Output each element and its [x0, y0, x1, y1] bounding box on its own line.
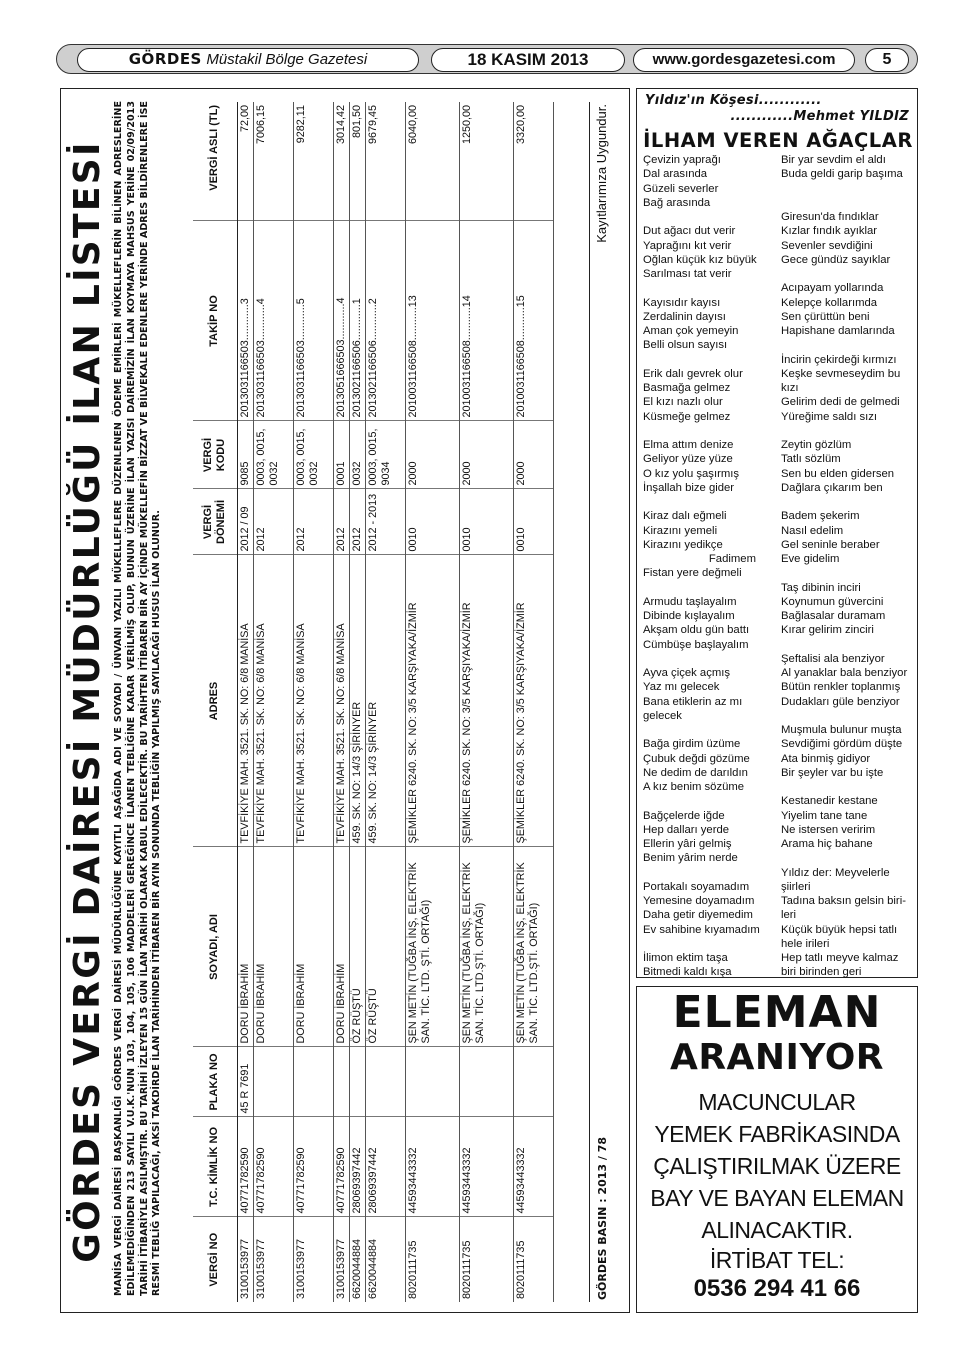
table-cell: 3100153977	[237, 1217, 253, 1302]
table-cell: 6040,00	[405, 102, 459, 221]
table-cell: 0010	[405, 489, 459, 555]
table-cell: 0003, 0015, 9034	[365, 421, 405, 489]
table-cell	[349, 1047, 365, 1117]
table-cell: 40771782590	[253, 1117, 293, 1217]
table-cell: 3100153977	[333, 1217, 349, 1302]
table-cell: 2013051666503............4	[333, 221, 349, 421]
table-cell: 2012	[333, 489, 349, 555]
table-row	[365, 102, 405, 1302]
table-cell: ÖZ RÜŞTÜ	[365, 847, 405, 1047]
table-cell: 0001	[333, 421, 349, 489]
table-cell: 2012	[253, 489, 293, 555]
column-header: ADRES	[193, 555, 237, 847]
tax-notice	[61, 89, 631, 1314]
table-cell: 2000	[513, 421, 553, 489]
table-cell: 1250,00	[459, 102, 513, 221]
poem-title: İLHAM VEREN AĞAÇLAR	[643, 129, 913, 152]
table-cell: 801,50	[349, 102, 365, 221]
column-header: VERGİ ASLI (TL)	[193, 102, 237, 221]
column-header: SOYADI, ADI	[193, 847, 237, 1047]
table-cell: 2012	[293, 489, 333, 555]
table-cell: ŞEMİKLER 6240. SK. NO: 3/5 KARŞIYAKA/İZMİR	[459, 555, 513, 847]
table-cell: 8020111735	[513, 1217, 553, 1302]
table-cell: ŞEN METİN (TUĞBA İNŞ, ELEKTRİK SAN. TİC. LTD.ŞTİ. ORTAĞI)	[459, 847, 513, 1047]
table-body	[237, 102, 553, 1302]
table-cell	[459, 1047, 513, 1117]
table-cell	[513, 1047, 553, 1117]
table-cell: DORU İBRAHİM	[237, 847, 253, 1047]
ad-line: YEMEK FABRİKASINDA	[654, 1121, 900, 1147]
table-cell: 2013021166506............1	[349, 221, 365, 421]
tax-table	[193, 102, 554, 1302]
paper-name	[77, 48, 419, 72]
table-cell: 2013031166503............3	[237, 221, 253, 421]
column-author: ............Mehmet YILDIZ	[730, 109, 909, 124]
table-cell: 44593443332	[405, 1117, 459, 1217]
table-row	[405, 102, 459, 1302]
ad-line: İRTİBAT TEL:	[709, 1247, 845, 1273]
table-cell: 9282,11	[293, 102, 333, 221]
table-row	[459, 102, 513, 1302]
notice-title: GÖRDES VERGİ DAİRESİ MÜDÜRLÜĞÜ İLAN LİSTESİ	[67, 140, 108, 1263]
table-cell: 7006,15	[253, 102, 293, 221]
poem-column	[636, 88, 918, 978]
ad-line: ALINACAKTIR.	[701, 1217, 853, 1243]
table-cell: 6620044884	[365, 1217, 405, 1302]
table-row	[349, 102, 365, 1302]
table-cell: 8020111735	[405, 1217, 459, 1302]
table-cell: 40771782590	[333, 1117, 349, 1217]
table-cell: TEVFİKİYE MAH. 3521. SK. NO: 6/8 MANİSA	[293, 555, 333, 847]
ad-line: MACUNCULAR	[698, 1089, 856, 1115]
website-url: www.gordesgazetesi.com	[633, 48, 855, 72]
table-cell: 44593443332	[513, 1117, 553, 1217]
paper-name-italic: Müstakil Bölge Gazetesi	[206, 51, 368, 68]
table-cell: 2013031166503............4	[253, 221, 293, 421]
table-cell: 0003, 0015, 0032	[253, 421, 293, 489]
ad-phone: 0536 294 41 66	[693, 1275, 861, 1302]
table-cell: 0010	[459, 489, 513, 555]
table-cell: 2012 / 09	[237, 489, 253, 555]
table-cell: 28069397442	[349, 1117, 365, 1217]
table-cell: 44593443332	[459, 1117, 513, 1217]
job-ad	[636, 986, 918, 1313]
table-cell: 2000	[459, 421, 513, 489]
poem-left-text: Çevizin yaprağı Dal arasında Güzeli severler Bağ arasında Dut ağacı dut verir Yaprağını kıt verir Oğlan küçük kız büyük Sarılması tat verir Kayısıdır kayısı Zerdalinin dayısı Aman çok yemeyin Belli olsun sayısı Erik dalı gevrek olur Basmağa gelmez El kızı nazlı olur Küsmeğe gelmez Elma attım denize Geliyor yüze yüze O kız yolu şaşırmış İnşallah bize gider Kiraz dalı eğmeli Kirazını yemeli Kirazını yedikçe Fadimem Fistan yere değmeli Armudu taşlayalım Dibinde kışlayalım Akşam oldu gün battı Cümbüşe başlayalım Ayva çiçek açmış Yaz mı gelecek Bana etiklerin az mı gelecek Bağa girdim üzüme Çubuk değdi gözüme Ne dedim de darıldın A kız benim sözüme Bağçelerde iğde Hep dalları yerde Ellerin yâri gelmiş Benim yârim nerde Portakalı soyamadım Yemesine doyamadım Daha getir diyemedim Ev sahibine kıyamadım İlimon ektim taşa Bitmedi kaldı kışa	[643, 154, 760, 979]
table-cell: 2010031166508...........13	[405, 221, 459, 421]
issue-date: 18 KASIM 2013	[431, 48, 625, 72]
table-cell	[253, 1047, 293, 1117]
table-cell: 9085	[237, 421, 253, 489]
header-bar	[56, 44, 918, 74]
table-cell: TEVFİKİYE MAH. 3521. SK. NO: 6/8 MANİSA	[253, 555, 293, 847]
table-cell: ŞEMİKLER 6240. SK. NO: 3/5 KARŞIYAKA/İZMİR	[405, 555, 459, 847]
page-number: 5	[865, 48, 909, 72]
table-cell	[365, 1047, 405, 1117]
table-cell: 3014,42	[333, 102, 349, 221]
table-cell: ŞEN METİN (TUĞBA İNŞ, ELEKTRİK SAN. TİC. LTD. ŞTİ. ORTAĞI)	[405, 847, 459, 1047]
table-cell: TEVFİKİYE MAH. 3521. SK. NO: 6/8 MANİSA	[237, 555, 253, 847]
table-cell: 0010	[513, 489, 553, 555]
column-header: T.C. KİMLİK NO	[193, 1117, 237, 1217]
ad-headline-2: ARANIYOR	[669, 1037, 885, 1078]
press-reference: GÖRDES BASIN : 2013 / 78	[596, 1136, 609, 1300]
column-header: VERGİ KODU	[193, 421, 237, 489]
column-header: VERGİ NO	[193, 1217, 237, 1302]
table-cell: 3320,00	[513, 102, 553, 221]
table-cell: 2010031166508...........15	[513, 221, 553, 421]
table-cell: 2010031166508...........14	[459, 221, 513, 421]
column-header: PLAKA NO	[193, 1047, 237, 1117]
column-header: VERGİ DÖNEMİ	[193, 489, 237, 555]
table-cell: ŞEMİKLER 6240. SK. NO: 3/5 KARŞIYAKA/İZMİR	[513, 555, 553, 847]
table-cell: DORU İBRAHİM	[333, 847, 349, 1047]
table-cell: 45 R 7691	[237, 1047, 253, 1117]
table-cell: 459. SK. NO: 14/3 ŞİRİNYER	[349, 555, 365, 847]
ad-line: ÇALIŞTIRILMAK ÜZERE	[653, 1153, 901, 1179]
table-cell: 3100153977	[253, 1217, 293, 1302]
table-cell: 2000	[405, 421, 459, 489]
table-cell: 0003, 0015, 0032	[293, 421, 333, 489]
table-cell: 2013021166506............2	[365, 221, 405, 421]
notice-footer	[589, 102, 611, 1302]
records-conform: Kayıtlarımıza Uygundur.	[594, 104, 609, 243]
table-cell	[405, 1047, 459, 1117]
table-cell: 40771782590	[293, 1117, 333, 1217]
table-cell: 8020111735	[459, 1217, 513, 1302]
table-cell: DORU İBRAHİM	[253, 847, 293, 1047]
table-cell: 2013031166503............5	[293, 221, 333, 421]
table-cell: 28069397442	[365, 1117, 405, 1217]
table-cell: 3100153977	[293, 1217, 333, 1302]
table-row	[513, 102, 553, 1302]
column-header: TAKİP NO	[193, 221, 237, 421]
table-cell: 2012 - 2013	[365, 489, 405, 555]
table-cell: 9679,45	[365, 102, 405, 221]
table-row	[333, 102, 349, 1302]
table-row	[237, 102, 253, 1302]
table-cell: DORU İBRAHİM	[293, 847, 333, 1047]
table-cell: TEVFİKİYE MAH. 3521. SK. NO: 6/8 MANİSA	[333, 555, 349, 847]
table-cell	[333, 1047, 349, 1117]
table-header-row	[193, 102, 237, 1302]
ad-line: BAY VE BAYAN ELEMAN	[650, 1185, 904, 1211]
tax-notice-frame	[60, 88, 630, 1313]
column-heading: Yıldız'ın Köşesi............	[645, 93, 822, 108]
table-row	[293, 102, 333, 1302]
poem-right-text: Bir yar sevdim el aldı Buda geldi garip başıma Giresun'da fındıklar Kızlar fındık ayıklar Sevenler sevdiğini Gece gündüz sayıklar Acıpayam yollarında Kelepçe kollarımda Sen çürüttün beni Hapishane damlarında İncirin çekirdeği kırmızı Keşke sevmeseydim bu kızı Gelirim dedi de gelmedi Yüreğime saldı sızı Zeytin gözlüm Tatlı sözlüm Sen bu elden gidersen Dağlara çıkarım ben Badem şekerim Nasıl edelim Gel seninle beraber Eve gidelim Taş dibinin inciri Koynumun güvercini Bağlasalar duramam Kırar gelirim zinciri Şeftalisi ala benziyor Al yanaklar bala benziyor Bütün renkler toplanmış Dudakları güle benziyor Muşmula bulunur muşta Sevdiğimi gördüm düşte Ata binmiş gidiyor Bir şeyler var bu işte Kestanedir kestane Yiyelim tane tane Ne istersen veririm Arama hiç bahane Yıldız der: Meyvelerle şiirleri Tadına baksın gelsin biri- leri Küçük büyük hepsi tatlı hele irileri Hep tatlı meyve kalmaz biri birinden geri	[781, 154, 908, 979]
table-cell: ÖZ RÜŞTÜ	[349, 847, 365, 1047]
table-cell: 72,00	[237, 102, 253, 221]
notice-intro: MANİSA VERGİ DAİRESİ BAŞKANLIĞI GÖRDES VERGİ DAİRESİ MÜDÜRLÜĞÜNE KAYITLI AŞAĞIDA ADI VE SOYADI / ÜNVANI YAZILI MÜKELLEFLERE DÜZENLENEN ÖDEME EMİRLERİ MÜKELLEFLERİN BİLİNEN ADRESLERİNE EDİLEMEDİĞİNDEN 213 SAYILI V.U.K.'NUN 103, 104, 105, 106 MADDELERİ GEREĞİNCE İLANEN TEBLİĞİNE KARAR VERİLMİŞ OLUP, BUNUN ÜZERİNE İLAN YAZISI DAİREMİZİN İLAN KOYMAYA MAHSUS YERİNE 02/09/2013 TARİHİ İTİBARİYLE ASILMIŞTIR. BU TARİHİ İZLEYEN 15 GÜN İLAN TARİHİ OLARAK KABUL EDİLECEKTİR. BU TARİHTEN İTİBAREN BİR AY İÇİNDE MÜKELLEFİN BİZZAT VE BİLVEKALE EDENLERE YERİNDE ADRES BİLDİRENLERE İSE RESMİ TEBLİĞ YAPILACAĞI, AKSİ TAKDİRDE İLAN TARİHİNDEN İTİBAREN BİR AYIN SONUNDA TEBLİĞİN YAPILMIŞ SAYILACAĞI HUSUS İLAN OLUNUR.	[113, 101, 163, 1296]
table-cell: ŞEN METİN (TUĞBA İNŞ, ELEKTRİK SAN. TİC. LTD.ŞTİ. ORTAĞI)	[513, 847, 553, 1047]
table-cell: 6620044884	[349, 1217, 365, 1302]
table-cell: 459. SK. NO: 14/3 ŞİRİNYER	[365, 555, 405, 847]
table-row	[253, 102, 293, 1302]
ad-headline-1: ELEMAN	[672, 987, 882, 1038]
table-cell: 2012	[349, 489, 365, 555]
table-cell: 40771782590	[237, 1117, 253, 1217]
table-cell: 0032	[349, 421, 365, 489]
table-cell	[293, 1047, 333, 1117]
paper-name-bold: GÖRDES	[128, 50, 202, 68]
